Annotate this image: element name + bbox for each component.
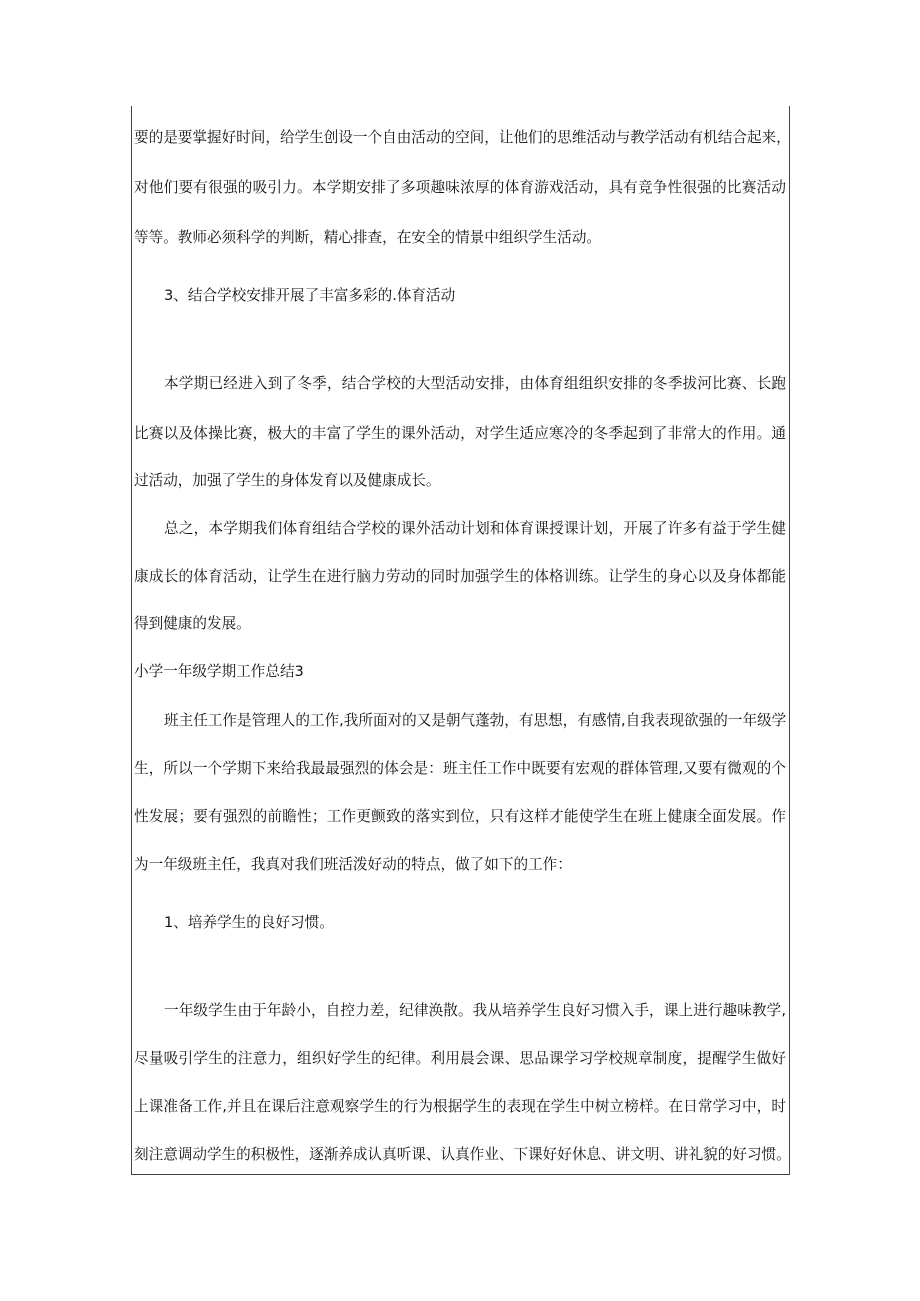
paragraph-5-line: 尽量吸引学生的注意力，组织好学生的纪律。利用晨会课、思品课学习学校规章制度，提醒学生做好 bbox=[134, 1050, 786, 1067]
paragraph-2-line: 本学期已经进入到了冬季，结合学校的大型活动安排，由体育组组织安排的冬季拔河比赛、长跑 bbox=[164, 375, 786, 392]
paragraph-5-line: 上课准备工作,并且在课后注意观察学生的行为根据学生的表现在学生中树立榜样。在日常学习中，时 bbox=[134, 1098, 786, 1115]
paragraph-4-line: 生，所以一个学期下来给我最最强烈的体会是：班主任工作中既要有宏观的群体管理,又要有微观的个 bbox=[134, 760, 786, 777]
heading-3: 3、结合学校安排开展了丰富多彩的.体育活动 bbox=[164, 287, 456, 304]
paragraph-3-line: 得到健康的发展。 bbox=[134, 615, 251, 632]
paragraph-2-line: 比赛以及体操比赛，极大的丰富了学生的课外活动，对学生适应寒冷的冬季起到了非常大的作用。通 bbox=[134, 425, 786, 442]
paragraph-4-line: 为一年级班主任，我真对我们班活泼好动的特点，做了如下的工作： bbox=[134, 856, 572, 873]
paragraph-1-line: 对他们要有很强的吸引力。本学期安排了多项趣味浓厚的体育游戏活动，具有竞争性很强的比赛活动 bbox=[134, 179, 786, 196]
paragraph-1-line: 要的是要掌握好时间，给学生创设一个自由活动的空间，让他们的思维活动与教学活动有机结合起来， bbox=[134, 129, 791, 146]
section-title: 小学一年级学期工作总结3 bbox=[134, 663, 304, 680]
paragraph-4-line: 性发展；要有强烈的前瞻性；工作更颤致的落实到位，只有这样才能使学生在班上健康全面发展。作 bbox=[134, 808, 786, 825]
paragraph-4-line: 班主任工作是管理人的工作,我所面对的又是朝气蓬勃，有思想，有感情,自我表现欲强的一年级学 bbox=[164, 712, 787, 729]
heading-1: 1、培养学生的良好习惯。 bbox=[164, 914, 334, 931]
paragraph-3-line: 康成长的体育活动，让学生在进行脑力劳动的同时加强学生的体格训练。让学生的身心以及身体都能 bbox=[134, 568, 786, 585]
paragraph-2-line: 过活动，加强了学生的身体发育以及健康成长。 bbox=[134, 472, 441, 489]
paragraph-3-line: 总之，本学期我们体育组结合学校的课外活动计划和体育课授课计划，开展了许多有益于学生健 bbox=[164, 520, 786, 537]
paragraph-1-line: 等等。教师必须科学的判断，精心排查，在安全的情景中组织学生活动。 bbox=[134, 229, 602, 246]
paragraph-5-line: 一年级学生由于年龄小，自控力差，纪律涣散。我从培养学生良好习惯入手，课上进行趣味教学, bbox=[164, 1002, 786, 1019]
paragraph-5-line: 刻注意调动学生的积极性，逐渐养成认真听课、认真作业、下课好好休息、讲文明、讲礼貌的好习惯。 bbox=[134, 1146, 791, 1163]
